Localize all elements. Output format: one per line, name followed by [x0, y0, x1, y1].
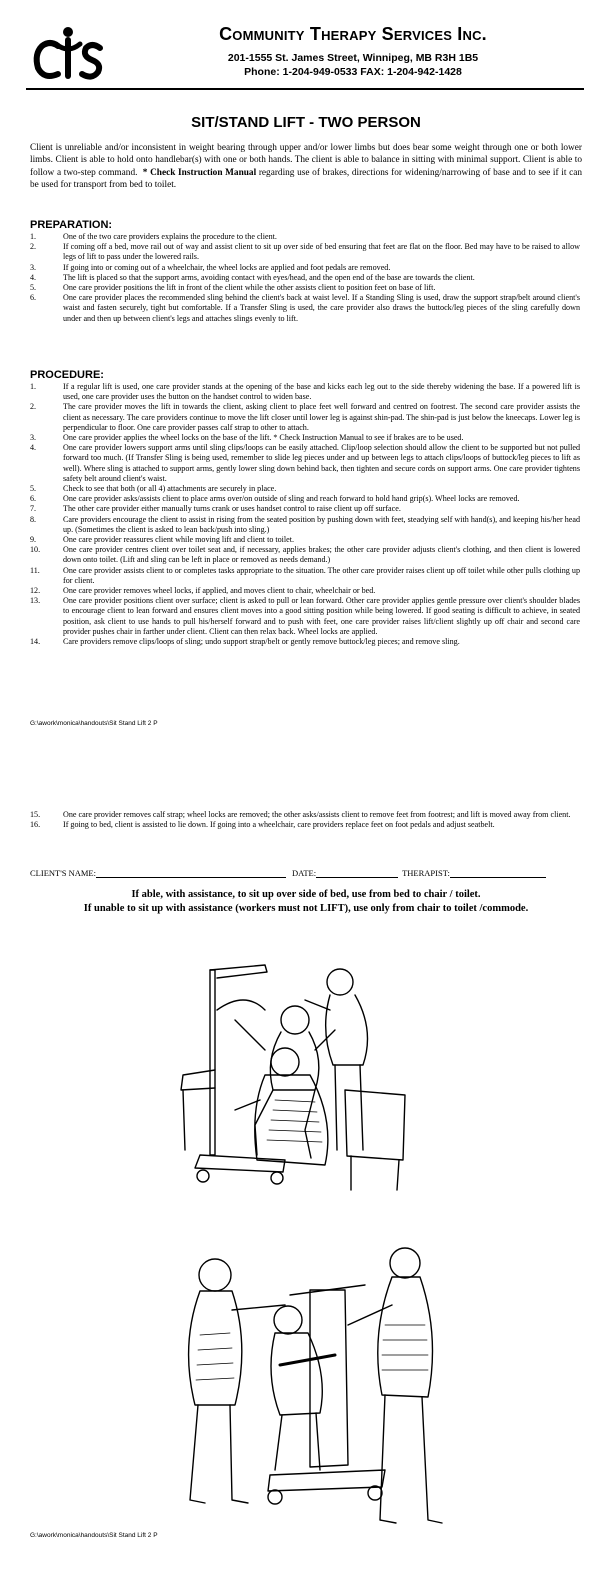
list-item: 5. Check to see that both (or all 4) attachments are securely in place. [30, 484, 277, 494]
signature-line [30, 868, 590, 878]
list-item: 5. One care provider positions the lift in front of the client while the other assists client to position feet on base of lift. [30, 283, 436, 293]
file-path-footer-2: G:\awork\monica\handouts\Sit Stand Lift 2 P [30, 1532, 158, 1539]
usage-note-2: If unable to sit up with assistance (workers must not LIFT), use only from chair to toilet /commode. [83, 903, 529, 914]
lift-from-chair-illustration [165, 950, 430, 1210]
list-item: 13. One care provider positions client over surface; client is asked to pull or lean forward. Other care provider applies gentle pressure over client's shoulder blades to encourage client to lean forward and ensures client moves into a good sitting position while being lowered. If good seating is difficult to achieve, in seated position, ask client to use hands to pull his/herself forward and to push with feet, one care provider raises lift/client slightly up off chair and second care provider pushes chair in farther under client. Client can then relax back. Wheel locks are applied. [30, 596, 580, 636]
procedure-list [30, 382, 580, 647]
company-name: Community Therapy Services Inc. [219, 24, 487, 44]
list-item: 11. One care provider assists client to or completes tasks appropriate to the situation. The other care provider raises client up off toilet while other pulls clothing up for client. [30, 565, 580, 585]
date-field[interactable] [316, 868, 398, 878]
list-item: 4. One care provider lowers support arms until sling clips/loops can be easily attached. Clip/loop selection should allow the client to be supported but not pulled forward too much. (If Transfer Sling is being used, remember to slide leg pieces under and up between legs to attach clips/loops of buttock/leg pieces to lift as well). Where sling is attached to support arms, gently lower sling down behind back, then tighten and secure cords on support arms. One care provider tightens safety belt around client's waist. [30, 443, 580, 483]
list-item: 12. One care provider removes wheel locks, if applied, and moves client to chair, wheelchair or bed. [30, 586, 376, 596]
header-divider [26, 88, 584, 90]
company-logo [28, 24, 108, 84]
list-item: 6. One care provider asks/assists client to place arms over/on outside of sling and reach forward to hold hand grip(s). Wheel locks are removed. [30, 494, 520, 504]
list-item: 8. Care providers encourage the client to assist in rising from the seated position by pushing down with feet, steadying self with hand(s), and keeping his/her head up. (Sometimes the client is asked to lean back/push into sling.) [30, 514, 580, 534]
list-item: 2. The care provider moves the lift in towards the client, asking client to place feet well forward and centred on footrest. The second care provider assists the client as necessary. The care providers continue to move the lift closer until lower leg is against shin-pad. The shin-pad is just below the kneecaps. Lower leg is perpendicular to floor. One care provider passes calf strap to other to attach. [30, 402, 580, 432]
company-phone-fax: Phone: 1-204-949-0533 FAX: 1-204-942-1428 [244, 66, 462, 78]
list-item: 9. One care provider reassures client while moving lift and client to toilet. [30, 535, 295, 545]
usage-note-1: If able, with assistance, to sit up over side of bed, use from bed to chair / toilet. [131, 889, 481, 900]
company-info [123, 24, 583, 79]
therapist-label: THERAPIST: [402, 868, 450, 878]
list-item: 3. If going into or coming out of a wheelchair, the wheel locks are applied and foot pedals are removed. [30, 262, 391, 272]
list-item: 10. One care provider centres client over toilet seat and, if necessary, applies brakes; the other care provider adjusts client's clothing, and then client is lowered down onto toilet. (Lift and sling can be left in place or removed as needs demand.) [30, 545, 580, 565]
client-name-field[interactable] [96, 868, 286, 878]
date-label: DATE: [292, 868, 317, 878]
letterhead [28, 18, 584, 88]
list-item: 1. One of the two care providers explains the procedure to the client. [30, 232, 277, 241]
usage-notes [0, 888, 612, 916]
list-item: 6. One care provider places the recommended sling behind the client's back at waist level. If a Standing Sling is used, draw the support strap/belt around client's waist and fasten securely, tight but comfortable. If a Transfer Sling is used, the care provider also draws the buttock/leg pieces of the sling carefully down under and then up between client's legs and attaches slings evenly to lift. [30, 293, 580, 323]
list-item: 1. If a regular lift is used, one care provider stands at the opening of the base and kicks each leg out to the side thereby widening the base. If a powered lift is used, one care provider uses the button on the handset control to widen base. [30, 382, 580, 402]
intro-text-after: regarding use of brakes, directions for widening/narrowing of base and to see if it can be used for transport from bed to toilet. [30, 167, 582, 190]
list-item: 14. Care providers remove clips/loops of sling; undo support strap/belt or gently remove buttock/leg pieces; and remove sling. [30, 637, 460, 647]
intro-text: Client is unreliable and/or inconsistent in weight bearing through upper and/or lower limbs but does bear some weight through one or both lower limbs. Client is able to hold onto handlebar(s) with one or both hands. The client is able to balance in sitting with minimal support. Client is able to follow a two-step command. [30, 143, 582, 178]
company-address: 201-1555 St. James Street, Winnipeg, MB R3H 1B5 [227, 52, 479, 64]
list-item: 4. The lift is placed so that the support arms, avoiding contact with eyes/head, and the open end of the base are towards the client. [30, 272, 475, 282]
therapist-field[interactable] [450, 868, 546, 878]
standing-lift-illustration [170, 1235, 450, 1540]
check-manual-note: * Check Instruction Manual [142, 167, 257, 178]
list-item: 15. One care provider removes calf strap; wheel locks are removed; the other asks/assists client to remove feet from footrest; and lift is moved away from client. [30, 810, 571, 819]
intro-paragraph [30, 142, 582, 191]
preparation-heading: PREPARATION: [30, 219, 113, 231]
preparation-list [30, 232, 580, 324]
procedure-heading: PROCEDURE: [30, 369, 104, 381]
list-item: 2. If coming off a bed, move rail out of way and assist client to sit up over side of bed ensuring that feet are flat on the floor. Bed may have to be raised to allow legs of lift to pass under the lowered rails. [30, 242, 580, 262]
file-path-footer: G:\awork\monica\handouts\Sit Stand Lift 2 P [30, 720, 158, 727]
list-item: 7. The other care provider either manually turns crank or uses handset control to raise client up off surface. [30, 504, 401, 514]
page-title: SIT/STAND LIFT - TWO PERSON [191, 114, 421, 131]
client-name-label: CLIENT'S NAME: [30, 868, 96, 878]
continued-list [30, 810, 580, 830]
list-item: 3. One care provider applies the wheel locks on the base of the lift. * Check Instruction Manual to see if brakes are to be used. [30, 433, 464, 443]
list-item: 16. If going to bed, client is assisted to lie down. If going into a wheelchair, care providers replace feet on foot pedals and adjust seatbelt. [30, 820, 495, 830]
